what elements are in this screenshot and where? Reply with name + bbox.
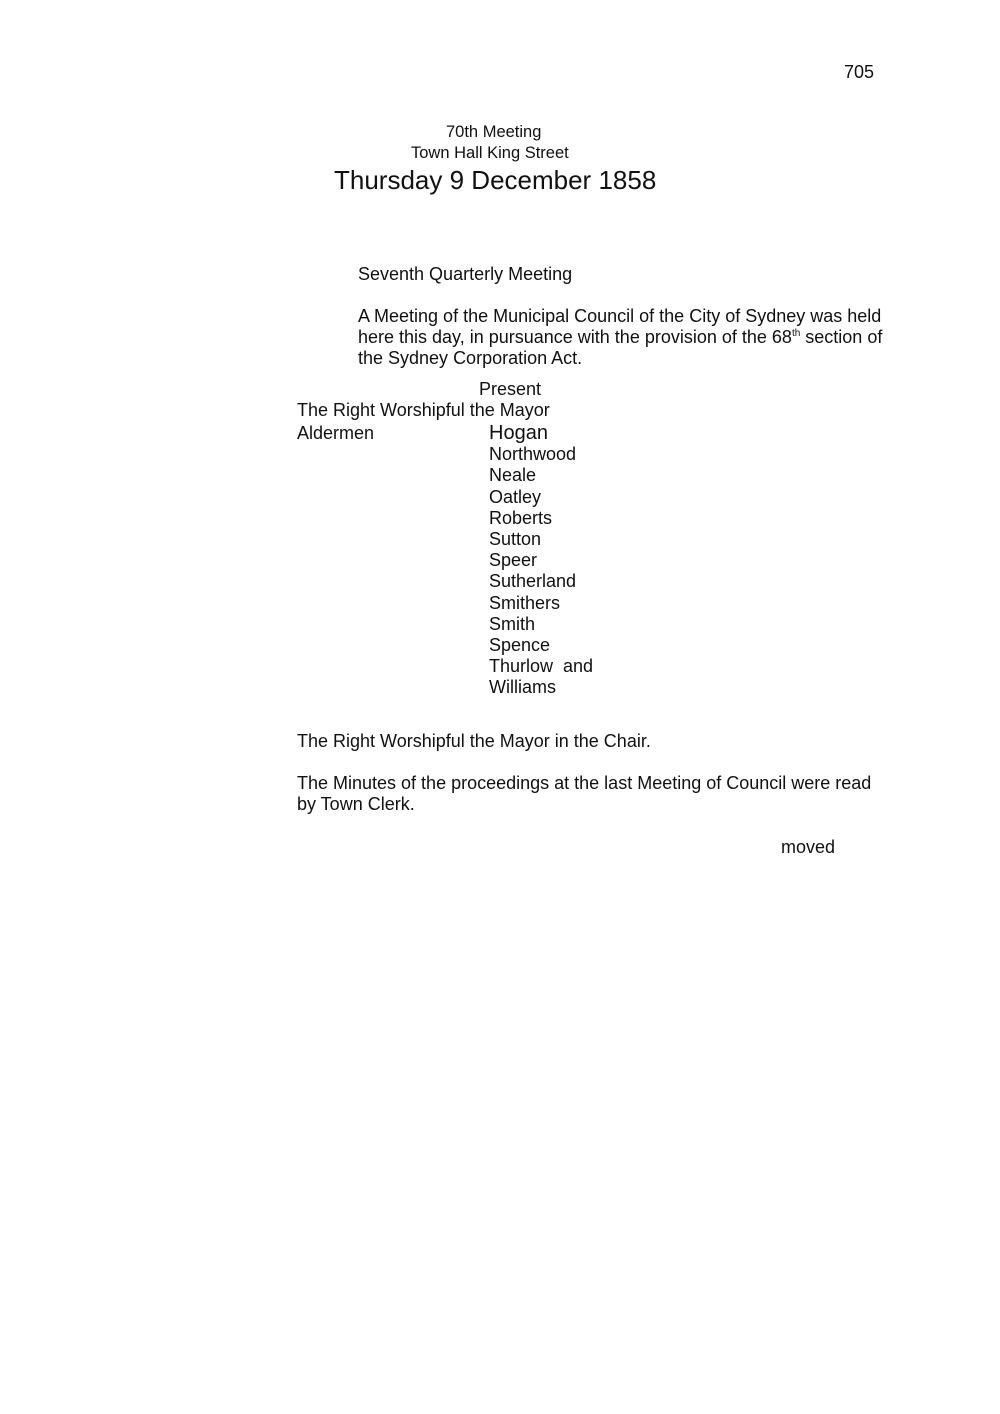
meeting-type: Seventh Quarterly Meeting — [358, 264, 573, 284]
minutes-line-2: by Town Clerk. — [297, 794, 415, 814]
intro-line-2 — [358, 327, 882, 348]
meeting-location: Town Hall King Street — [411, 144, 569, 162]
present-heading: Present — [479, 379, 542, 399]
alderman-name: Sutherland — [489, 571, 577, 592]
alderman-name: Northwood — [489, 444, 577, 465]
aldermen-label: Aldermen — [297, 423, 375, 443]
intro-line-2-text: here this day, in pursuance with the provision of the 68 — [358, 327, 792, 347]
alderman-name: Spence — [489, 634, 551, 655]
alderman-name: Williams — [489, 677, 556, 698]
alderman-name: Neale — [489, 465, 537, 486]
intro-line-1: A Meeting of the Municipal Council of the City of Sydney was held — [358, 306, 882, 326]
aldermen-list — [489, 423, 593, 698]
intro-line-3: the Sydney Corporation Act. — [358, 348, 583, 368]
alderman-name: Speer — [489, 550, 538, 571]
alderman-name: Smith — [489, 613, 536, 634]
catchword: moved — [781, 837, 836, 857]
alderman-name: Sutton — [489, 528, 542, 549]
mayor-line: The Right Worshipful the Mayor — [297, 400, 550, 420]
alderman-name: Hogan — [489, 422, 548, 444]
page-number: 705 — [844, 62, 875, 82]
ordinal-suffix: th — [791, 328, 801, 339]
minutes-paragraph — [297, 773, 871, 815]
alderman-name: Roberts — [489, 507, 553, 528]
chair-statement: The Right Worshipful the Mayor in the Chair. — [297, 731, 651, 751]
intro-line-2-rest: section of — [800, 327, 883, 347]
meeting-date: Thursday 9 December 1858 — [334, 165, 657, 195]
meeting-number: 70th Meeting — [446, 123, 542, 141]
intro-paragraph — [358, 306, 882, 369]
alderman-name: Oatley — [489, 486, 542, 507]
alderman-name: Thurlow and — [489, 656, 594, 677]
alderman-name: Smithers — [489, 592, 561, 613]
minutes-line-1: The Minutes of the proceedings at the last Meeting of Council were read — [297, 773, 872, 793]
